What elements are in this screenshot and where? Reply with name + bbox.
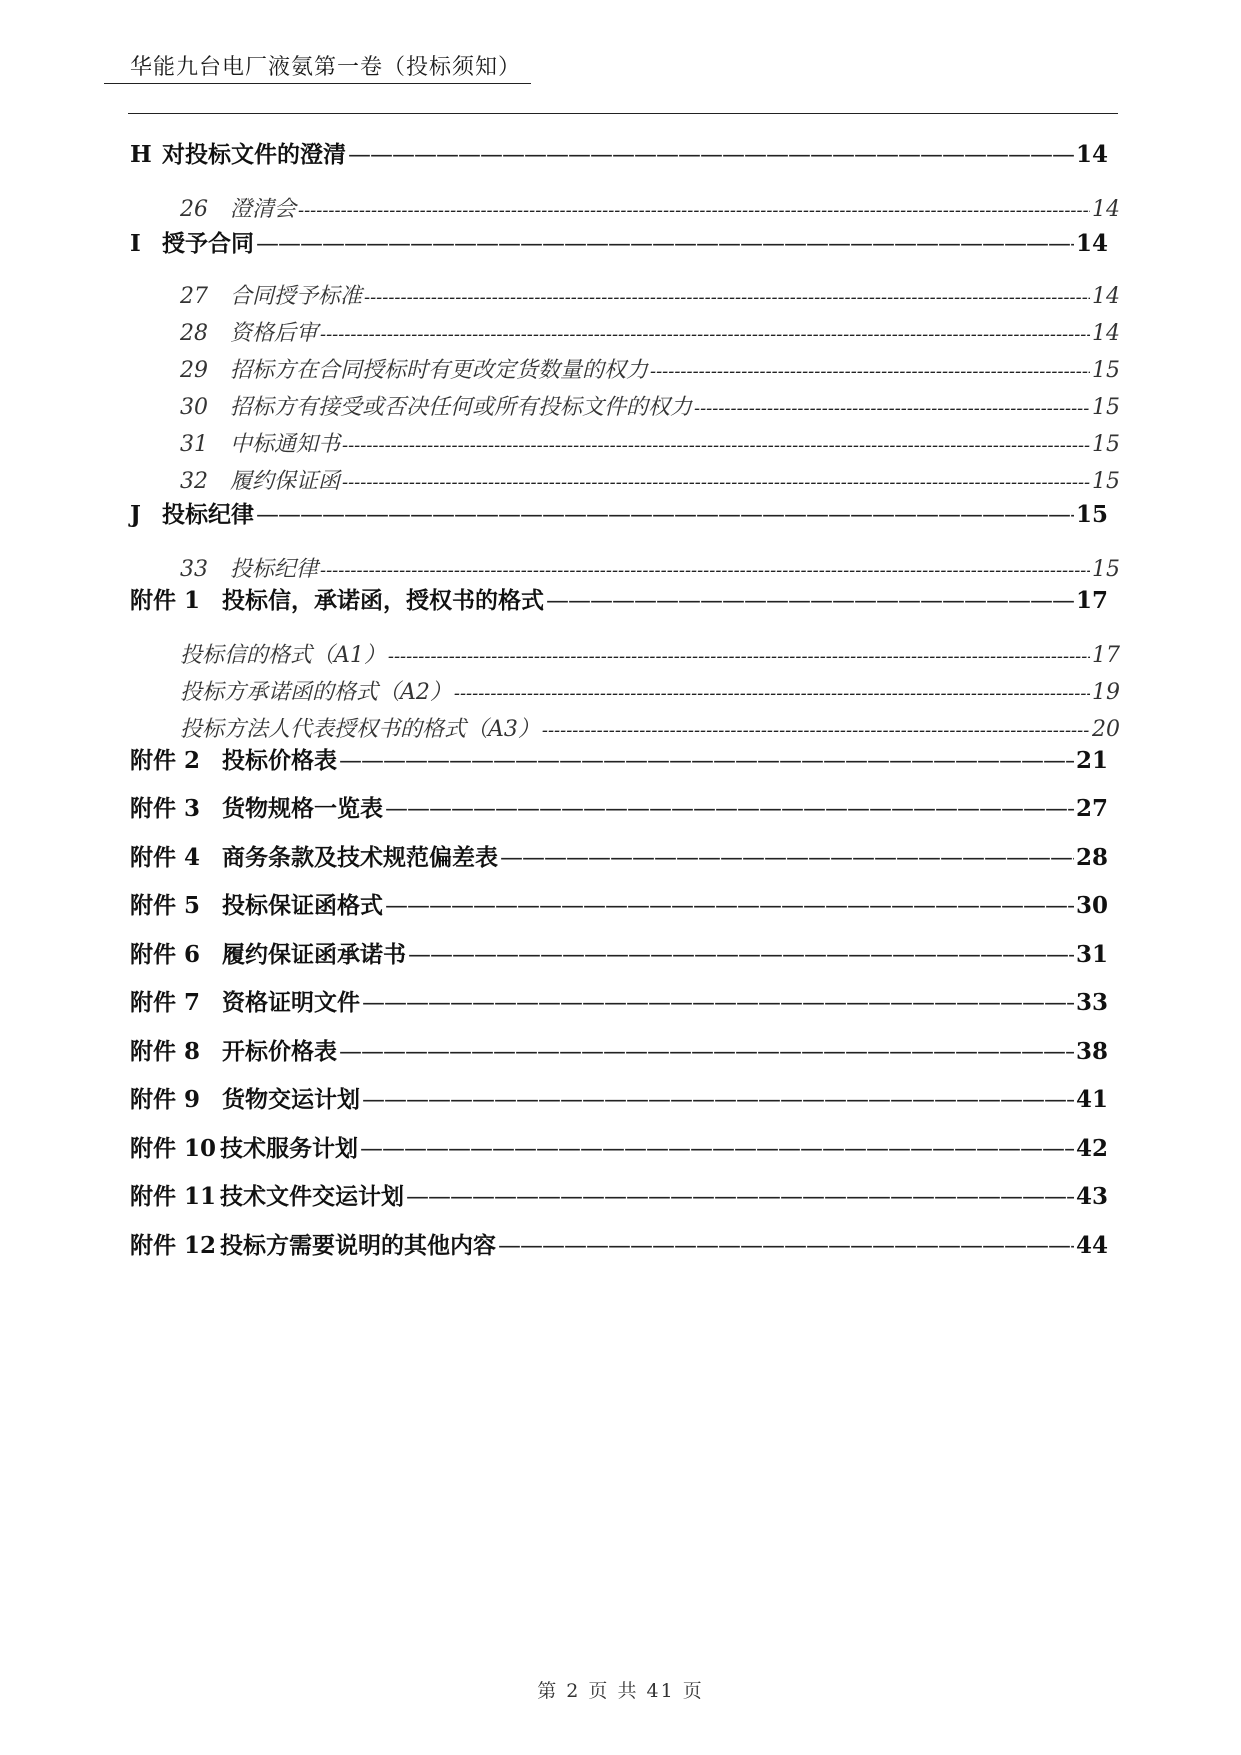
toc-entry-number: 31 <box>180 432 208 457</box>
toc-entry-title: 投标保证函格式 <box>222 893 383 919</box>
leader-dots <box>339 1039 1074 1065</box>
leader-dots <box>500 845 1074 871</box>
leader-dots <box>385 893 1074 919</box>
toc-entry-title: 授予合同 <box>162 231 254 257</box>
toc-entry-number: 附件 3 <box>130 795 201 822</box>
toc-entry-number: J <box>130 501 141 528</box>
toc-entry-number: I <box>130 230 141 257</box>
leader-dots <box>542 717 1090 742</box>
leader-dots <box>546 588 1074 614</box>
toc-entry-number: H <box>130 141 152 168</box>
toc-entry-title: 开标价格表 <box>222 1039 337 1065</box>
toc-entry-title: 投标信的格式（A1） <box>180 643 386 668</box>
toc-entry-page: 14 <box>1075 230 1108 257</box>
running-header-title: 华能九台电厂液氨第一卷（投标须知） <box>104 50 531 84</box>
leader-dots <box>360 1136 1074 1162</box>
toc-entry-title: 中标通知书 <box>230 432 341 457</box>
toc-entry-title: 资格后审 <box>230 321 319 346</box>
toc-entry-title: 招标方有接受或否决任何或所有投标文件的权力 <box>230 395 693 420</box>
toc-entry-label <box>130 1081 360 1114</box>
leader-dots <box>320 557 1090 582</box>
leader-dots <box>406 1184 1074 1210</box>
toc-entry-30[interactable] <box>180 390 1120 421</box>
toc-entry-page: 21 <box>1075 747 1108 774</box>
toc-entry-title: 投标方需要说明的其他内容 <box>220 1233 496 1259</box>
leader-dots <box>362 990 1074 1016</box>
toc-entry-number: 附件 6 <box>130 941 201 968</box>
toc-entry-page: 14 <box>1092 197 1120 222</box>
toc-entry-title: 履约保证函承诺书 <box>222 942 406 968</box>
toc-entry-appendix-4[interactable] <box>130 839 1108 872</box>
toc-entry-page: 43 <box>1075 1183 1108 1210</box>
toc-entry-title: 商务条款及技术规范偏差表 <box>222 845 498 871</box>
toc-entry-title: 投标纪律 <box>162 502 254 528</box>
toc-entry-appendix-3[interactable] <box>130 790 1108 823</box>
toc-entry-number: 27 <box>180 284 208 309</box>
toc-entry-page: 17 <box>1075 587 1108 614</box>
toc-entry-number: 30 <box>180 395 208 420</box>
toc-entry-27[interactable] <box>180 279 1120 310</box>
toc-entry-H[interactable] <box>130 136 1108 169</box>
toc-entry-page: 14 <box>1075 141 1108 168</box>
toc-entry-label <box>130 496 254 529</box>
toc-entry-title: 投标信，承诺函，授权书的格式 <box>222 588 544 614</box>
toc-entry-label <box>130 887 383 920</box>
toc-entry-title: 投标价格表 <box>222 748 337 774</box>
toc-entry-appendix-2[interactable] <box>130 742 1108 775</box>
leader-dots <box>256 231 1074 257</box>
leader-dots <box>342 469 1090 494</box>
leader-dots <box>320 321 1090 346</box>
page-footer-number: 第 2 页 共 41 页 <box>537 1680 704 1702</box>
leader-dots <box>364 284 1090 309</box>
toc-entry-28[interactable] <box>180 316 1120 347</box>
toc-entry-A1[interactable] <box>180 638 1120 669</box>
toc-entry-number: 26 <box>180 197 208 222</box>
toc-entry-page: 27 <box>1075 795 1108 822</box>
toc-entry-page: 15 <box>1092 395 1120 420</box>
toc-entry-page: 15 <box>1092 358 1120 383</box>
toc-entry-label <box>130 582 544 615</box>
toc-entry-page: 33 <box>1075 989 1108 1016</box>
toc-entry-appendix-9[interactable] <box>130 1081 1108 1114</box>
toc-entry-page: 28 <box>1075 844 1108 871</box>
toc-entry-page: 14 <box>1092 284 1120 309</box>
toc-entry-appendix-5[interactable] <box>130 887 1108 920</box>
toc-entry-A2[interactable] <box>180 675 1120 706</box>
toc-entry-J[interactable] <box>130 496 1108 529</box>
toc-entry-number: 28 <box>180 321 208 346</box>
toc-entry-page: 44 <box>1075 1232 1108 1259</box>
toc-entry-page: 15 <box>1092 432 1120 457</box>
leader-dots <box>362 1087 1074 1113</box>
toc-entry-appendix-7[interactable] <box>130 984 1108 1017</box>
leader-dots <box>388 643 1090 668</box>
toc-entry-number: 附件 11 <box>130 1183 217 1210</box>
toc-entry-title: 技术文件交运计划 <box>220 1184 404 1210</box>
toc-entry-number: 33 <box>180 557 208 582</box>
toc-entry-label <box>130 1130 358 1163</box>
toc-entry-33[interactable] <box>180 552 1120 583</box>
toc-entry-appendix-6[interactable] <box>130 936 1108 969</box>
toc-entry-number: 附件 8 <box>130 1038 201 1065</box>
toc-entry-page: 15 <box>1092 469 1120 494</box>
toc-entry-label <box>130 1227 496 1260</box>
toc-entry-number: 附件 7 <box>130 989 201 1016</box>
toc-entry-title: 货物交运计划 <box>222 1087 360 1113</box>
leader-dots <box>694 395 1090 420</box>
toc-entry-number: 32 <box>180 469 208 494</box>
leader-dots <box>348 142 1074 168</box>
toc-entry-page: 31 <box>1075 941 1108 968</box>
toc-entry-number: 附件 2 <box>130 747 201 774</box>
leader-dots <box>408 942 1074 968</box>
toc-entry-label <box>180 552 318 583</box>
toc-entry-label <box>130 936 406 969</box>
toc-entry-title: 投标方承诺函的格式（A2） <box>180 680 452 705</box>
toc-entry-appendix-12[interactable] <box>130 1227 1108 1260</box>
toc-entry-number: 29 <box>180 358 208 383</box>
toc-entry-label <box>130 136 346 169</box>
toc-entry-label <box>130 225 254 258</box>
toc-entry-number: 附件 4 <box>130 844 201 871</box>
toc-entry-page: 20 <box>1092 717 1120 742</box>
toc-entry-title: 澄清会 <box>230 197 297 222</box>
toc-entry-label <box>180 427 340 458</box>
toc-entry-number: 附件 10 <box>130 1135 217 1162</box>
toc-entry-page: 15 <box>1092 557 1120 582</box>
toc-entry-appendix-11[interactable] <box>130 1178 1108 1211</box>
toc-entry-number: 附件 9 <box>130 1086 201 1113</box>
toc-entry-number: 附件 1 <box>130 587 201 614</box>
leader-dots <box>650 358 1090 383</box>
toc-entry-title: 合同授予标准 <box>230 284 363 309</box>
toc-entry-31[interactable] <box>180 427 1120 458</box>
toc-entry-I[interactable] <box>130 225 1108 258</box>
toc-entry-title: 对投标文件的澄清 <box>162 142 346 168</box>
leader-dots <box>256 502 1074 528</box>
toc-entry-label <box>180 192 296 223</box>
leader-dots <box>498 1233 1074 1259</box>
toc-entry-page: 38 <box>1075 1038 1108 1065</box>
toc-entry-label <box>130 1178 404 1211</box>
toc-entry-label <box>180 316 318 347</box>
leader-dots <box>298 197 1090 222</box>
toc-entry-label <box>130 1033 337 1066</box>
toc-entry-26[interactable] <box>180 192 1120 223</box>
toc-entry-appendix-1[interactable] <box>130 582 1108 615</box>
toc-entry-label <box>180 464 340 495</box>
toc-entry-title: 资格证明文件 <box>222 990 360 1016</box>
toc-entry-page: 15 <box>1075 501 1108 528</box>
toc-entry-title: 投标方法人代表授权书的格式（A3） <box>180 717 540 742</box>
leader-dots <box>454 680 1090 705</box>
toc-entry-title: 投标纪律 <box>230 557 319 582</box>
toc-entry-page: 30 <box>1075 892 1108 919</box>
toc-entry-label <box>130 790 383 823</box>
toc-entry-page: 17 <box>1092 643 1120 668</box>
toc-entry-appendix-8[interactable] <box>130 1033 1108 1066</box>
toc-entry-appendix-10[interactable] <box>130 1130 1108 1163</box>
toc-entry-title: 技术服务计划 <box>220 1136 358 1162</box>
toc-entry-label <box>130 984 360 1017</box>
toc-entry-title: 招标方在合同授标时有更改定货数量的权力 <box>230 358 649 383</box>
toc-entry-label <box>180 353 648 384</box>
toc-entry-number: 附件 12 <box>130 1232 217 1259</box>
toc-entry-A3[interactable] <box>180 712 1120 743</box>
toc-entry-page: 41 <box>1075 1086 1108 1113</box>
toc-entry-page: 19 <box>1092 680 1120 705</box>
toc-entry-page: 14 <box>1092 321 1120 346</box>
toc-entry-label <box>130 742 337 775</box>
toc-entry-32[interactable] <box>180 464 1120 495</box>
toc-entry-title: 货物规格一览表 <box>222 796 383 822</box>
leader-dots <box>339 748 1074 774</box>
toc-entry-29[interactable] <box>180 353 1120 384</box>
leader-dots <box>385 796 1074 822</box>
toc-entry-label <box>180 279 362 310</box>
toc-entry-label <box>180 390 692 421</box>
toc-entry-label <box>130 839 498 872</box>
leader-dots <box>342 432 1090 457</box>
toc-entry-page: 42 <box>1075 1135 1108 1162</box>
toc-entry-title: 履约保证函 <box>230 469 341 494</box>
toc-entry-number: 附件 5 <box>130 892 201 919</box>
